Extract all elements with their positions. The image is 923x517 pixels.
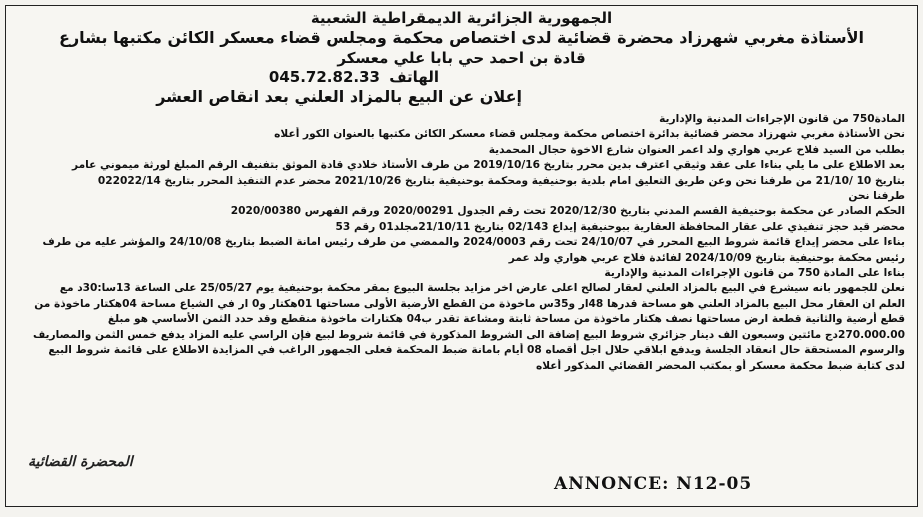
body-line: بطلب من السيد فلاح عربي هواري ولد اعمر العنوان شارع الاخوة حجال المحمدية xyxy=(488,143,905,156)
body-line: رئيس محكمة بوحنيفية بتاريخ 2024/10/09 لفائدة فلاح عربي هواري ولد عمر xyxy=(508,251,905,264)
body-line: بعد الاطلاع على ما يلي بناءا على عقد وثيقي اعترف بدين محرر بتاريخ 2019/10/16 من طرف الأستاذ خلادي قادة الموثق بتفنيف الرقم المبلغ لورثة ميموني عامر xyxy=(72,159,905,172)
notary-heading: الأستاذة مغربي شهرزاد محضرة قضائية لدى اختصاص محكمة ومجلس قضاء معسكر الكائن مكتبها بشارع xyxy=(59,28,864,47)
body-line: بناءا على محضر إيداع قائمة شروط البيع المحرر في 24/10/07 تحت رقم 2024/0003 والممضي من طرف رئيس امانة الضبط بتاريخ 24/10/08 والمؤشر عليه من طرف xyxy=(42,236,905,249)
phone-label: الهاتف xyxy=(389,68,439,86)
body-line: محضر قيد حجز تنفيذي على عقار المحافظة العقارية ببوحنيفية إيداع 02/143 بتاريخ 21/10/11مجلد01 رقم 53 xyxy=(335,220,905,233)
body-line: لدى كتابة ضبط محكمة معسكر أو بمكتب المحضر القضائي المذكور أعلاه xyxy=(535,359,905,372)
body-line: 270.000.00دج مائتين وسبعون الف دينار جزائري شروط البيع إضافة الى الشروط المذكورة في قائمة شروط لبيع فإن الراسي عليه المزاد يدفع خمس الثمن والمصاريف xyxy=(32,328,905,341)
body-line: بناءا على المادة 750 من قانون الإجراءات المدنية والإدارية xyxy=(604,267,905,280)
announcement-number: ANNONCE: N12-05 xyxy=(554,474,753,494)
notice-body xyxy=(6,108,917,374)
body-line: نعلن للجمهور بانه سيشرع في البيع بالمزاد العلني لعقار لصالح اعلى عارض اخر مزايد بجلسة البيوع بمقر محكمة بوحنيفية يوم 25/05/27 على الساعة 13سا:30د مع xyxy=(59,282,905,295)
bailiff-signature: المحضرة القضائية xyxy=(28,454,133,470)
phone-number: 045.72.82.33 xyxy=(268,68,380,86)
body-line: المادة750 من قانون الإجراءات المدنية والإدارية xyxy=(659,113,905,125)
phone-line xyxy=(6,68,917,86)
body-line: طرفنا نحن xyxy=(848,190,905,203)
body-line: العلم ان العقار محل البيع بالمزاد العلني هو مساحة قدرها 48ار و35س ماخوذة من القطع الأرضية الأولى مساحتها 01هكتار و0 ار في الشياع مساحة 04هكتار ماخوذة من xyxy=(34,297,905,310)
notice-page xyxy=(5,5,918,507)
notice-header xyxy=(6,6,917,68)
body-line: الحكم الصادر عن محكمة بوحنيفية القسم المدني بتاريخ 2020/12/30 تحت رقم الجدول 2020/00291 ورقم الفهرس 2020/00380 xyxy=(230,205,905,218)
body-line: بتاريخ 10 /21/10 من طرفنا نحن وعن طريق التعليق امام بلدية بوحنيفية ومحكمة بوحنيفية بتاريخ 2021/10/26 محضر عدم التنفيذ المحرر بتاريخ 022022/14 xyxy=(97,174,905,187)
office-address: قادة بن احمد حي بابا علي معسكر xyxy=(337,49,586,67)
notice-title: إعلان عن البيع بالمزاد العلني بعد انقاص العشر xyxy=(156,87,522,106)
republic-heading: الجمهورية الجزائرية الديمقراطية الشعبية xyxy=(310,9,613,27)
body-line: نحن الأستاذة مغربي شهرزاد محضر قضائية بدائرة اختصاص محكمة ومجلس قضاء معسكر الكائن مكتبها بالعنوان الكور أعلاه xyxy=(274,128,905,141)
body-line: قطع أرضية والثانية قطعة ارض مساحتها نصف هكتار ماخوذة من مساحة ثابتة ومشاعة تقدر ب04 هكتارات ماخوذة منقطع وقد حدد الثمن الأساسي هو مبلغ xyxy=(107,313,905,326)
body-line: والرسوم المستحقة حال انعقاد الجلسة ويدفع ابلاقي حلال اجل أقصاه 08 أيام بامانة ضبط المحكمة فعلى الجمهور الراغب في المزايدة الاطلاع على قائمة شروط البيع xyxy=(48,344,905,357)
